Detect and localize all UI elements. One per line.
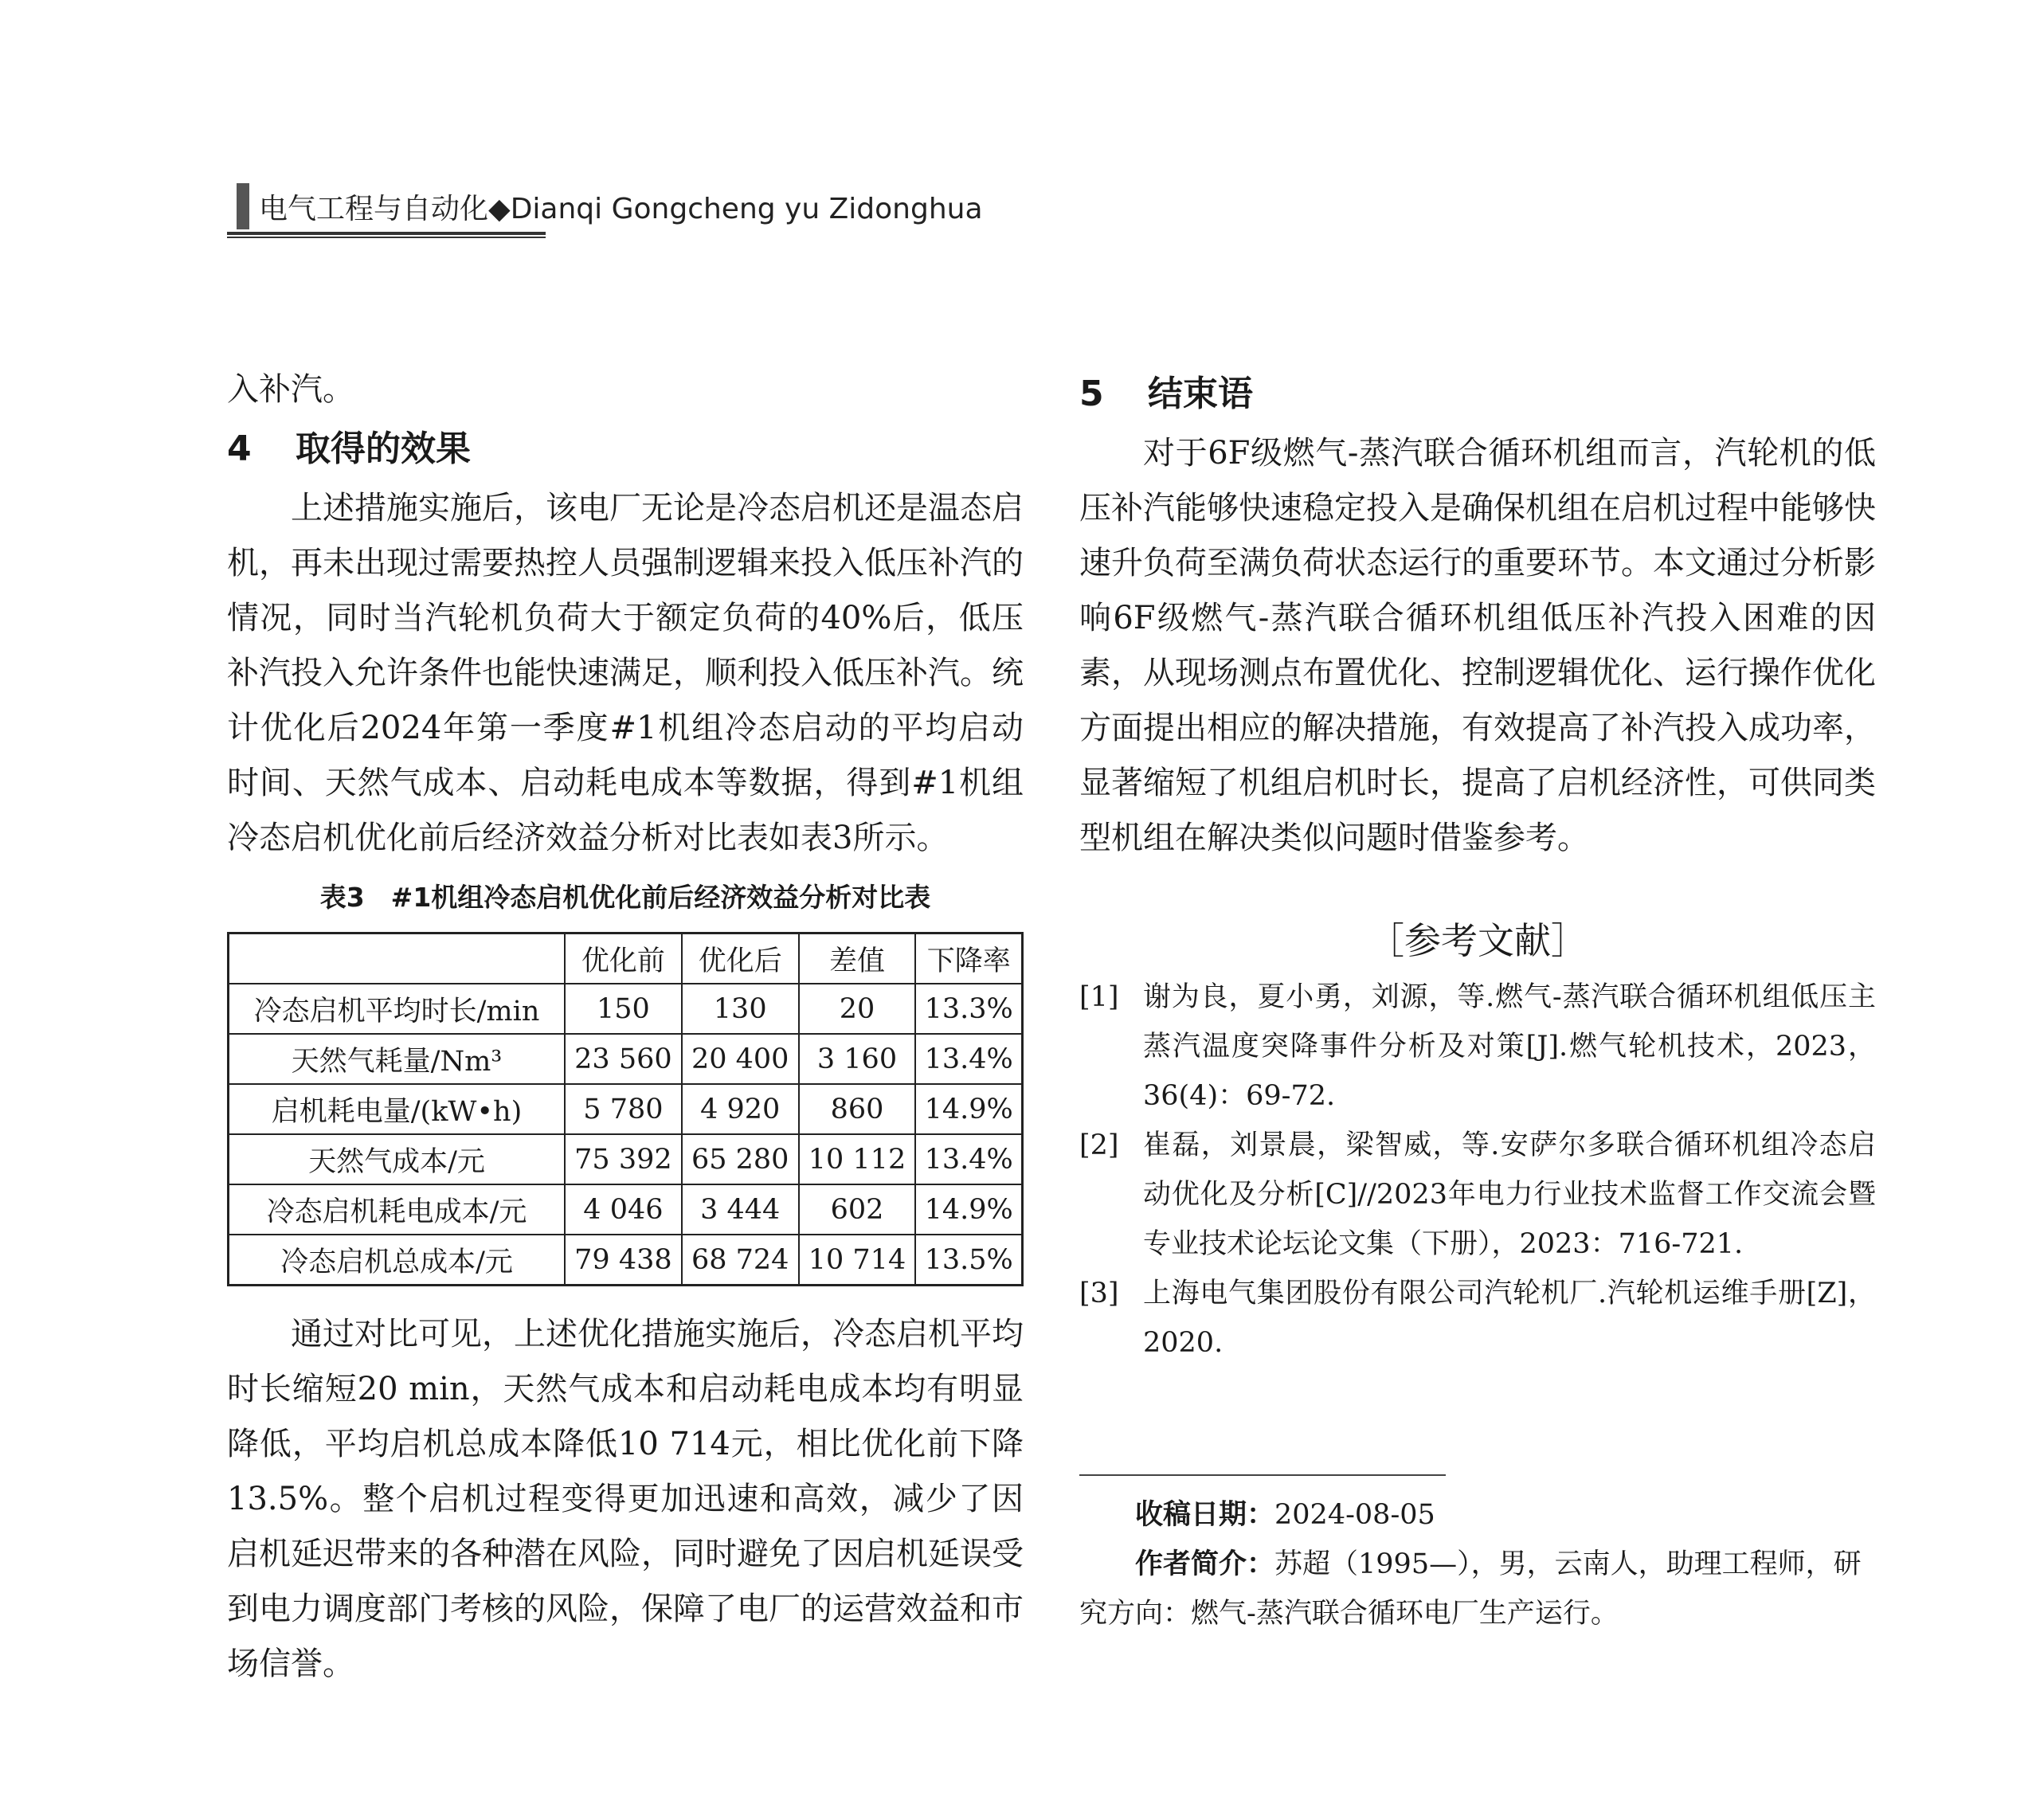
section-number: 5 (1079, 374, 1104, 414)
table-cell: 860 (799, 1084, 916, 1134)
journal-title-pinyin: Dianqi Gongcheng yu Zidonghua (510, 193, 983, 225)
reference-number: [2] (1079, 1129, 1119, 1161)
table-row (229, 1235, 1023, 1286)
table-cell: 79 438 (565, 1235, 682, 1286)
table-cell: 602 (799, 1184, 916, 1235)
table-cell: 13.5% (915, 1235, 1022, 1286)
header-rule-thin (227, 237, 546, 238)
table-cell: 13.4% (915, 1134, 1022, 1184)
row-label: 冷态启机平均时长/min (229, 984, 566, 1034)
journal-title-cn: 电气工程与自动化 (259, 193, 489, 225)
reference-text: 上海电气集团股份有限公司汽轮机厂.汽轮机运维手册[Z]，2020. (1143, 1278, 1876, 1359)
received-label: 收稿日期： (1135, 1499, 1275, 1531)
table-cell: 20 (799, 984, 916, 1034)
reference-text: 崔磊，刘景晨，梁智威，等.安萨尔多联合循环机组冷态启动优化及分析[C]//2023年电力行业技术监督工作交流会暨专业技术论坛论文集（下册），2023：716-721. (1143, 1129, 1876, 1260)
header-rule (227, 232, 546, 235)
table-row (229, 1134, 1023, 1184)
header-cell: 下降率 (915, 933, 1022, 984)
right-column (1079, 362, 1876, 1638)
reference-number: [1] (1079, 981, 1119, 1013)
section-5-heading (1079, 362, 1876, 426)
table-cell: 130 (682, 984, 799, 1034)
received-value: 2024-08-05 (1274, 1499, 1435, 1531)
header-cell: 优化前 (565, 933, 682, 984)
table-cell: 4 046 (565, 1184, 682, 1235)
left-column (227, 362, 1024, 1692)
table-cell: 68 724 (682, 1235, 799, 1286)
header-cell: 优化后 (682, 933, 799, 984)
table-cell: 3 160 (799, 1034, 916, 1084)
running-header (227, 177, 983, 239)
table-cell: 10 112 (799, 1134, 916, 1184)
row-label: 冷态启机总成本/元 (229, 1235, 566, 1286)
author-label: 作者简介： (1135, 1548, 1275, 1580)
author-bio (1079, 1540, 1876, 1638)
section-title: 结束语 (1148, 374, 1253, 414)
received-date (1079, 1490, 1876, 1540)
header-separator: ◆ (488, 193, 511, 225)
table-row (229, 1084, 1023, 1134)
reference-item (1079, 1121, 1876, 1269)
table-cell: 4 920 (682, 1084, 799, 1134)
table-caption: 表3 #1机组冷态启机优化前后经济效益分析对比表 (319, 882, 931, 913)
journal-title (259, 186, 983, 227)
table-cell: 150 (565, 984, 682, 1034)
table-cell: 10 714 (799, 1235, 916, 1286)
body-paragraph: 通过对比可见，上述优化措施实施后，冷态启机平均时长缩短20 min，天然气成本和启动耗电成本均有明显降低，平均启机总成本降低10 714元，相比优化前下降13.5%。整个启机过程变得更加迅速和高效，减少了因启机延迟带来的各种潜在风险，同时避免了因启机延误受到电力调度部门考核的风险，保障了电厂的运营效益和市场信誉。 (227, 1316, 1024, 1682)
table-cell: 13.3% (915, 984, 1022, 1034)
table-row (229, 1184, 1023, 1235)
reference-number: [3] (1079, 1278, 1119, 1309)
table-cell: 14.9% (915, 1184, 1022, 1235)
row-label: 启机耗电量/(kW•h) (229, 1084, 566, 1134)
table-cell: 65 280 (682, 1134, 799, 1184)
table-row (229, 984, 1023, 1034)
row-label: 天然气耗量/Nm³ (229, 1034, 566, 1084)
row-label: 天然气成本/元 (229, 1134, 566, 1184)
row-label: 冷态启机耗电成本/元 (229, 1184, 566, 1235)
table-cell: 5 780 (565, 1084, 682, 1134)
reference-text: 谢为良，夏小勇，刘源，等.燃气-蒸汽联合循环机组低压主蒸汽温度突降事件分析及对策[J].燃气轮机技术，2023，36(4)：69-72. (1143, 981, 1876, 1112)
table-row (229, 1034, 1023, 1084)
header-cell (229, 933, 566, 984)
table-header-row (229, 933, 1023, 984)
comparison-table (227, 932, 1024, 1286)
section-title: 取得的效果 (296, 429, 471, 469)
reference-item (1079, 973, 1876, 1121)
author-value: 苏超（1995—），男，云南人，助理工程师，研究方向：燃气-蒸汽联合循环电厂生产运行。 (1079, 1548, 1862, 1630)
references-heading: ［参考文献］ (1368, 919, 1588, 962)
table-cell: 3 444 (682, 1184, 799, 1235)
table-cell: 13.4% (915, 1034, 1022, 1084)
reference-item (1079, 1269, 1876, 1368)
section-number: 4 (227, 429, 252, 469)
body-paragraph: 上述措施实施后，该电厂无论是冷态启机还是温态启机，再未出现过需要热控人员强制逻辑来投入低压补汽的情况，同时当汽轮机负荷大于额定负荷的40%后，低压补汽投入允许条件也能快速满足，顺利投入低压补汽。统计优化后2024年第一季度#1机组冷态启动的平均启动时间、天然气成本、启动耗电成本等数据，得到#1机组冷态启机优化前后经济效益分析对比表如表3所示。 (227, 490, 1024, 856)
section-4-heading (227, 417, 1024, 481)
header-cell: 差值 (799, 933, 916, 984)
table-cell: 23 560 (565, 1034, 682, 1084)
table-cell: 20 400 (682, 1034, 799, 1084)
continued-text: 入补汽。 (227, 371, 354, 408)
body-paragraph: 对于6F级燃气-蒸汽联合循环机组而言，汽轮机的低压补汽能够快速稳定投入是确保机组在启机过程中能够快速升负荷至满负荷状态运行的重要环节。本文通过分析影响6F级燃气-蒸汽联合循环机组低压补汽投入困难的因素，从现场测点布置优化、控制逻辑优化、运行操作优化方面提出相应的解决措施，有效提高了补汽投入成功率，显著缩短了机组启机时长，提高了启机经济性，可供同类型机组在解决类似问题时借鉴参考。 (1079, 435, 1876, 856)
footnote-rule (1079, 1474, 1446, 1476)
table-cell: 14.9% (915, 1084, 1022, 1134)
header-bar (237, 183, 249, 229)
table-cell: 75 392 (565, 1134, 682, 1184)
